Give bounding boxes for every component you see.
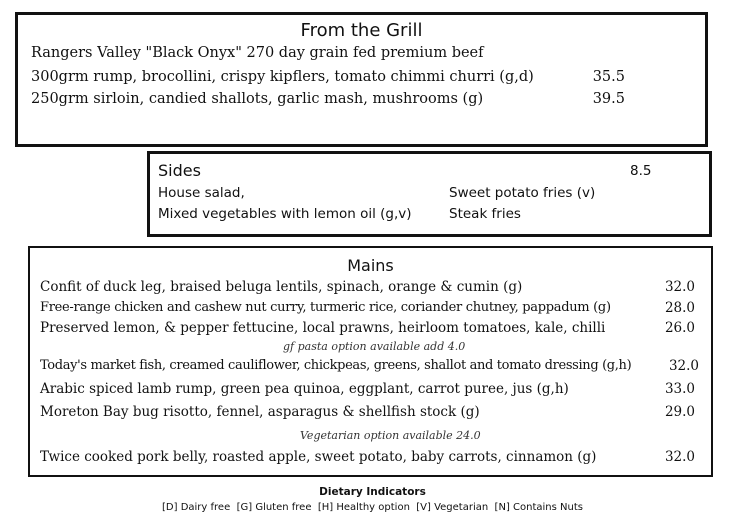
- grill-title: From the Grill: [300, 20, 423, 41]
- mains-item-name: Moreton Bay bug risotto, fennel, asparagus & shellfish stock (g): [40, 404, 480, 420]
- grill-subtitle: Rangers Valley "Black Onyx" 270 day grain fed premium beef: [31, 45, 484, 61]
- sides-title: Sides: [158, 161, 201, 180]
- grill-item-name: 250grm sirloin, candied shallots, garlic mash, mushrooms (g): [31, 91, 484, 107]
- sides-item-right: Steak fries: [449, 206, 521, 222]
- mains-item-price: 32.0: [664, 279, 695, 295]
- grill-item-price: 35.5: [592, 69, 625, 85]
- sides-item-left: Mixed vegetables with lemon oil (g,v): [158, 206, 412, 222]
- sides-price: 8.5: [630, 163, 652, 179]
- mains-item-price: 29.0: [664, 404, 695, 420]
- dietary-legend: [D] Dairy free [G] Gluten free [H] Healthy option [V] Vegetarian [N] Contains Nuts: [162, 502, 583, 513]
- gf-pasta-note: gf pasta option available add 4.0: [283, 340, 466, 353]
- mains-item-name: Preserved lemon, & pepper fettucine, local prawns, heirloom tomatoes, kale, chilli: [40, 320, 606, 336]
- mains-item-price: 26.0: [664, 320, 695, 336]
- grill-item-name: 300grm rump, brocollini, crispy kipflers, tomato chimmi churri (g,d): [31, 69, 534, 85]
- mains-title: Mains: [347, 256, 394, 275]
- mains-item-price: 28.0: [664, 300, 695, 316]
- sides-item-right: Sweet potato fries (v): [449, 185, 596, 201]
- mains-item-name: Confit of duck leg, braised beluga lentils, spinach, orange & cumin (g): [40, 279, 523, 295]
- dietary-title: Dietary Indicators: [319, 486, 426, 498]
- mains-item-price: 33.0: [664, 381, 695, 397]
- sides-item-left: House salad,: [158, 185, 245, 201]
- mains-item-name: Free-range chicken and cashew nut curry, turmeric rice, coriander chutney, pappadum (g): [40, 300, 611, 315]
- mains-item-name: Arabic spiced lamb rump, green pea quinoa, eggplant, carrot puree, jus (g,h): [40, 381, 569, 397]
- mains-item-price: 32.0: [668, 358, 699, 374]
- vegetarian-note: Vegetarian option available 24.0: [300, 429, 481, 442]
- grill-item-price: 39.5: [592, 91, 625, 107]
- mains-item-name: Today's market fish, creamed cauliflower, chickpeas, greens, shallot and tomato dressing (g,h): [40, 358, 632, 373]
- mains-item-name: Twice cooked pork belly, roasted apple, sweet potato, baby carrots, cinnamon (g): [40, 449, 597, 465]
- mains-item-price: 32.0: [664, 449, 695, 465]
